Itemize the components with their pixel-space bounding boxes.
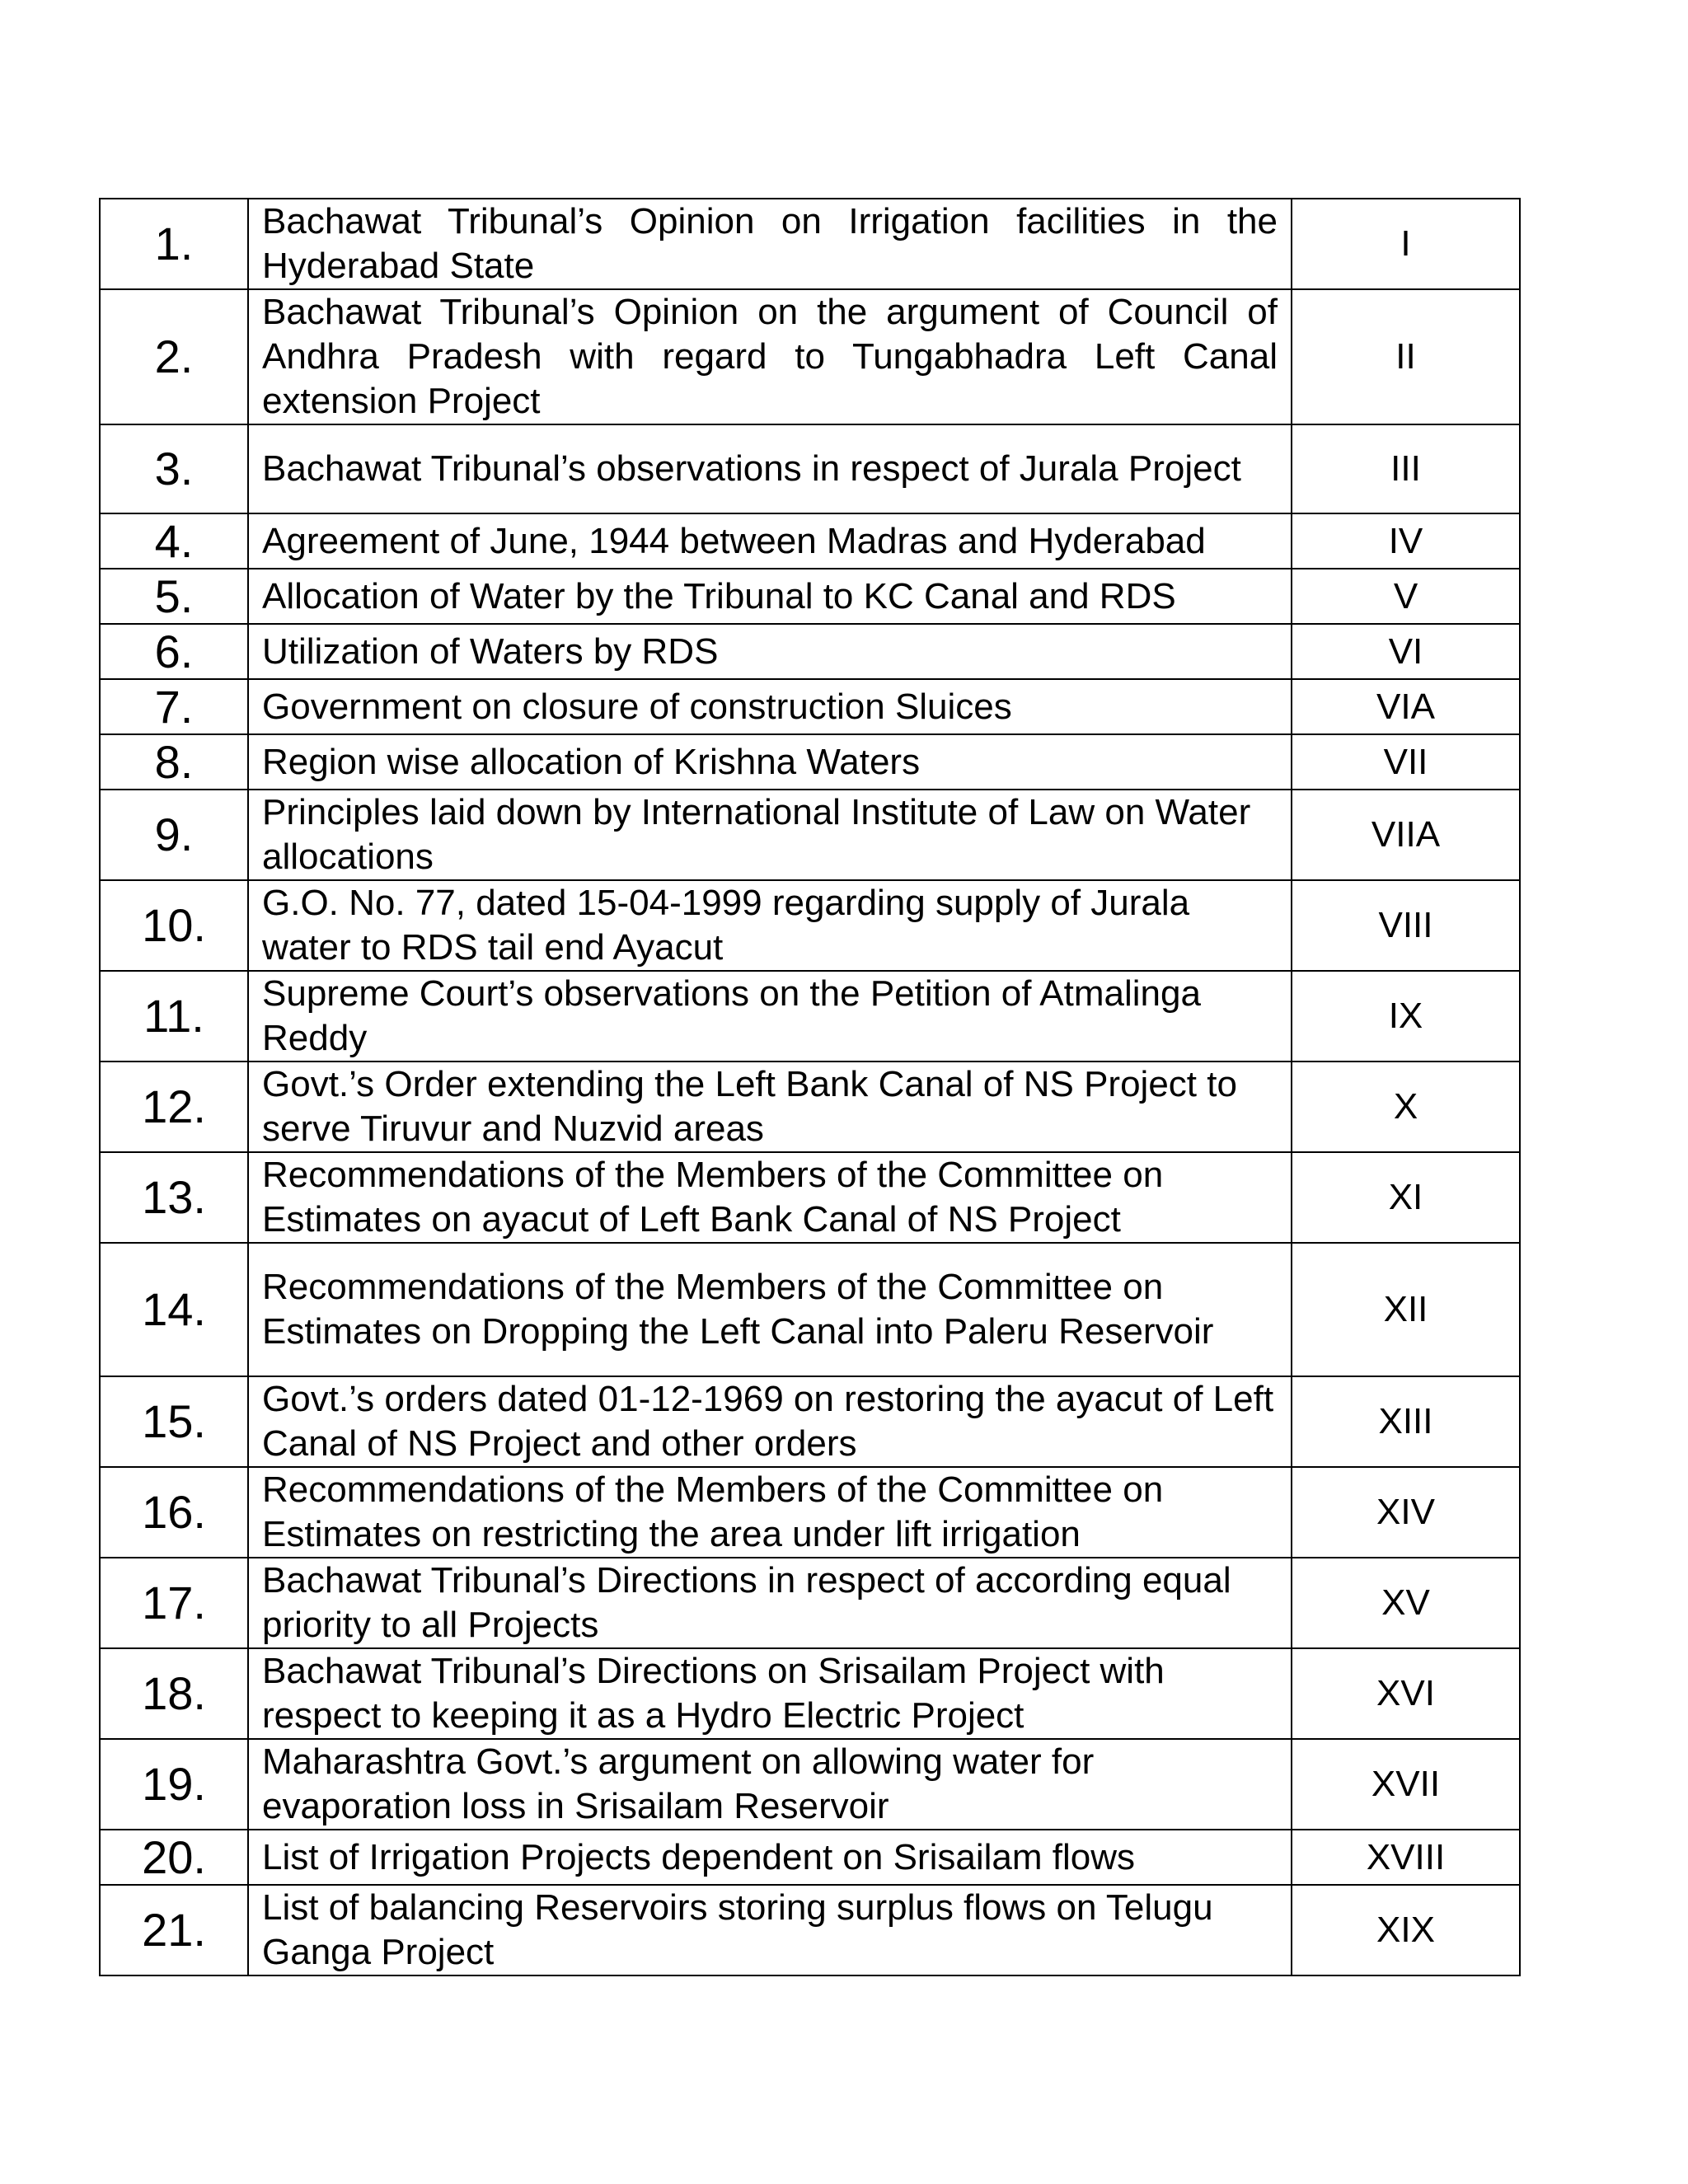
annexure-title: Region wise allocation of Krishna Waters	[248, 734, 1292, 790]
annexure-number: VIII	[1292, 880, 1520, 971]
annexure-title: Principles laid down by International Institute of Law on Water allocations	[248, 790, 1292, 880]
table-row	[100, 1830, 1520, 1885]
annexure-title: Maharashtra Govt.’s argument on allowing water for evaporation loss in Srisailam Reservoir	[248, 1739, 1292, 1830]
annexure-number: IV	[1292, 513, 1520, 569]
annexure-title: G.O. No. 77, dated 15-04-1999 regarding supply of Jurala water to RDS tail end Ayacut	[248, 880, 1292, 971]
row-number: 20.	[100, 1830, 248, 1885]
annexure-title: Bachawat Tribunal’s Opinion on Irrigation facilities in the Hyderabad State	[248, 199, 1292, 289]
annexure-number: XIII	[1292, 1376, 1520, 1467]
annexure-number: XII	[1292, 1243, 1520, 1376]
annexure-number: IX	[1292, 971, 1520, 1062]
row-number: 11.	[100, 971, 248, 1062]
annexure-number: VII	[1292, 734, 1520, 790]
row-number: 6.	[100, 624, 248, 679]
row-number: 19.	[100, 1739, 248, 1830]
annexure-number: XVIII	[1292, 1830, 1520, 1885]
row-number: 12.	[100, 1062, 248, 1152]
annexure-title: Bachawat Tribunal’s observations in respect of Jurala Project	[248, 424, 1292, 513]
annexure-title: Bachawat Tribunal’s Directions on Srisailam Project with respect to keeping it as a Hydro Electric Project	[248, 1648, 1292, 1739]
annexure-number: XIV	[1292, 1467, 1520, 1558]
row-number: 2.	[100, 289, 248, 424]
annexure-number: XV	[1292, 1558, 1520, 1648]
row-number: 18.	[100, 1648, 248, 1739]
table-row	[100, 1243, 1520, 1376]
annexure-title: Bachawat Tribunal’s Opinion on the argument of Council of Andhra Pradesh with regard to Tungabhadra Left Canal extension Project	[248, 289, 1292, 424]
row-number: 15.	[100, 1376, 248, 1467]
row-number: 4.	[100, 513, 248, 569]
annexure-title: Allocation of Water by the Tribunal to KC Canal and RDS	[248, 569, 1292, 624]
table-row	[100, 1558, 1520, 1648]
row-number: 7.	[100, 679, 248, 734]
table-row	[100, 1376, 1520, 1467]
table-row	[100, 289, 1520, 424]
table-row	[100, 880, 1520, 971]
row-number: 14.	[100, 1243, 248, 1376]
row-number: 5.	[100, 569, 248, 624]
annexure-title: Utilization of Waters by RDS	[248, 624, 1292, 679]
annexure-number: XIX	[1292, 1885, 1520, 1975]
table-row	[100, 679, 1520, 734]
table-row	[100, 199, 1520, 289]
annexure-number: VI	[1292, 624, 1520, 679]
row-number: 1.	[100, 199, 248, 289]
annexure-number: V	[1292, 569, 1520, 624]
annexure-number: X	[1292, 1062, 1520, 1152]
table-row	[100, 1648, 1520, 1739]
table-row	[100, 513, 1520, 569]
annexure-number: XI	[1292, 1152, 1520, 1243]
row-number: 8.	[100, 734, 248, 790]
annexure-title: Government on closure of construction Sluices	[248, 679, 1292, 734]
table-row	[100, 1467, 1520, 1558]
table-row	[100, 569, 1520, 624]
annexure-title: Govt.’s Order extending the Left Bank Canal of NS Project to serve Tiruvur and Nuzvid areas	[248, 1062, 1292, 1152]
row-number: 10.	[100, 880, 248, 971]
table-row	[100, 1739, 1520, 1830]
annexure-number: VIA	[1292, 679, 1520, 734]
annexure-number: VIIA	[1292, 790, 1520, 880]
annexure-title: Agreement of June, 1944 between Madras and Hyderabad	[248, 513, 1292, 569]
table-row	[100, 1885, 1520, 1975]
row-number: 21.	[100, 1885, 248, 1975]
annexure-number: XVI	[1292, 1648, 1520, 1739]
table-row	[100, 971, 1520, 1062]
annexure-number: I	[1292, 199, 1520, 289]
annexure-title: Supreme Court’s observations on the Petition of Atmalinga Reddy	[248, 971, 1292, 1062]
annexure-title: List of Irrigation Projects dependent on Srisailam flows	[248, 1830, 1292, 1885]
annexure-title: List of balancing Reservoirs storing surplus flows on Telugu Ganga Project	[248, 1885, 1292, 1975]
row-number: 17.	[100, 1558, 248, 1648]
table-row	[100, 734, 1520, 790]
table-row	[100, 790, 1520, 880]
annexure-title: Bachawat Tribunal’s Directions in respect of according equal priority to all Projects	[248, 1558, 1292, 1648]
row-number: 3.	[100, 424, 248, 513]
annexure-number: III	[1292, 424, 1520, 513]
annexure-title: Recommendations of the Members of the Committee on Estimates on ayacut of Left Bank Canal of NS Project	[248, 1152, 1292, 1243]
annexure-index-table	[99, 198, 1521, 1976]
table-row	[100, 424, 1520, 513]
annexure-title: Recommendations of the Members of the Committee on Estimates on restricting the area under lift irrigation	[248, 1467, 1292, 1558]
table-row	[100, 1152, 1520, 1243]
row-number: 13.	[100, 1152, 248, 1243]
table-row	[100, 624, 1520, 679]
table-row	[100, 1062, 1520, 1152]
row-number: 9.	[100, 790, 248, 880]
annexure-title: Govt.’s orders dated 01-12-1969 on restoring the ayacut of Left Canal of NS Project and other orders	[248, 1376, 1292, 1467]
annexure-number: II	[1292, 289, 1520, 424]
annexure-number: XVII	[1292, 1739, 1520, 1830]
row-number: 16.	[100, 1467, 248, 1558]
annexure-title: Recommendations of the Members of the Committee on Estimates on Dropping the Left Canal into Paleru Reservoir	[248, 1243, 1292, 1376]
